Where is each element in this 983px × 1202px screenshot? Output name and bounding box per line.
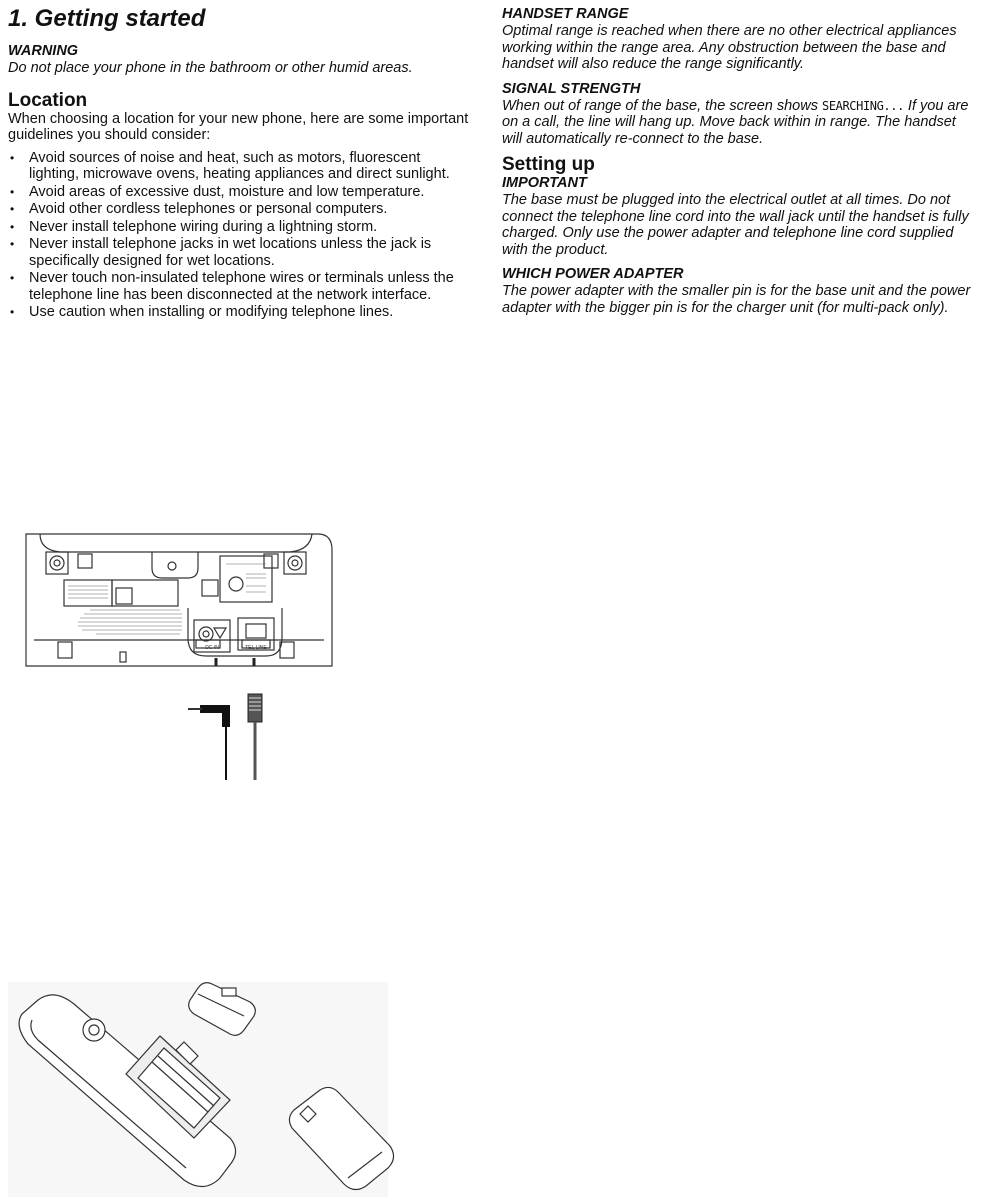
searching-screen-word: SEARCHING... (822, 98, 904, 113)
power-cord (188, 658, 230, 780)
important-heading: IMPORTANT (502, 175, 587, 191)
setting-up-heading: Setting up (502, 154, 595, 175)
signal-strength-section (502, 81, 972, 148)
handset-battery-drawing (8, 982, 398, 1197)
base-unit-illustration (20, 528, 340, 788)
warning-text: Do not place your phone in the bathroom or other humid areas. (8, 60, 413, 76)
dc-in-label: DC IN (205, 645, 219, 651)
list-item: • Avoid sources of noise and heat, such as motors, fluorescent lighting, microwave ovens, heating appliances and direct sunlight. (8, 150, 473, 183)
signal-strength-text (502, 98, 972, 148)
signal-strength-heading: SIGNAL STRENGTH (502, 80, 641, 97)
location-intro: When choosing a location for your new phone, here are some important guidelines you should consider: (8, 110, 469, 143)
list-item: • Avoid areas of excessive dust, moisture and low temperature. (8, 184, 473, 201)
signal-text-after: If you are on a call, the line will hang up. Move back within in range. The handset will automatically re-connect to the base. (502, 97, 969, 147)
page-title: 1. Getting started (8, 5, 206, 32)
list-item: • Never touch non-insulated telephone wires or terminals unless the telephone line has been disconnected at the network interface. (8, 270, 473, 303)
telephone-line-cord (248, 658, 262, 780)
list-item: • Avoid other cordless telephones or personal computers. (8, 201, 473, 218)
important-text: The base must be plugged into the electrical outlet at all times. Do not connect the telephone line cord into the wall jack until the handset is fully charged. Only use the power adapter and telephone line cord supplied with the product. (502, 192, 969, 258)
power-adapter-text: The power adapter with the smaller pin is for the base unit and the power adapter with the bigger pin is for the charger unit (for multi-pack only). (502, 283, 971, 316)
tel-line-label: TEL LINE (245, 645, 267, 651)
important-section (502, 175, 972, 258)
signal-text-before: When out of range of the base, the screen shows (502, 97, 822, 114)
left-column (8, 4, 473, 322)
location-section (8, 91, 473, 321)
location-guidelines-list (8, 150, 473, 321)
location-heading: Location (8, 89, 88, 111)
handset-range-heading: HANDSET RANGE (502, 6, 629, 22)
warning-heading: WARNING (8, 43, 79, 59)
list-item: • Never install telephone wiring during a lightning storm. (8, 219, 473, 236)
power-adapter-heading: WHICH POWER ADAPTER (502, 266, 684, 282)
handset-range-section (502, 6, 972, 73)
warning-section (8, 43, 473, 77)
handset-battery-illustration (8, 982, 398, 1197)
list-item: • Never install telephone jacks in wet locations unless the jack is specifically designed for wet locations. (8, 236, 473, 269)
power-adapter-section (502, 266, 972, 316)
base-unit-drawing (20, 528, 340, 788)
handset-range-text: Optimal range is reached when there are no other electrical appliances working within the range area. Any obstruction between the base and handset will also reduce the range significantly. (502, 23, 957, 72)
list-item: • Use caution when installing or modifying telephone lines. (8, 304, 473, 321)
right-column (502, 6, 972, 324)
setting-up-section (502, 155, 972, 316)
